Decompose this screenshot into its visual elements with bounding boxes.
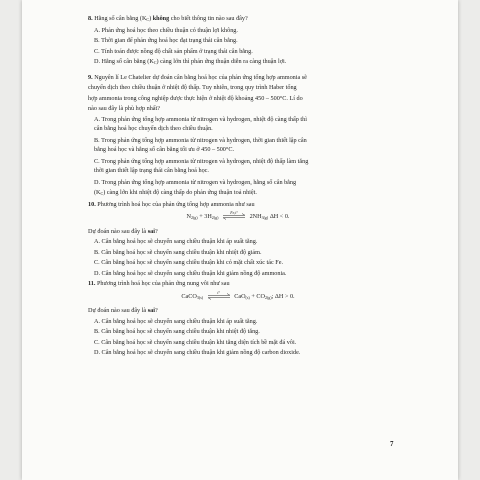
question-prompt <box>88 306 388 317</box>
option-text: thời gian thiết lập trạng thái cân bằng hoá học. <box>94 167 209 175</box>
question-text: nào sau đây là phù hợp nhất? <box>88 105 161 112</box>
equilibrium-arrow-icon <box>222 213 246 220</box>
enthalpy-change: ΔH > 0. <box>274 292 295 300</box>
page-content <box>88 14 388 359</box>
option-c <box>88 157 388 177</box>
option-text: ) càng lớn thì phản ứng thuận diễn ra càng thuận lợi. <box>156 58 287 65</box>
option-text: A. Trong phản ứng tổng hợp ammonia từ nitrogen và hydrogen, nhiệt độ càng thấp thì <box>94 115 307 123</box>
question-text: Nguyên lí Le Chatelier dự đoán cân bằng hoá học của phản ứng tổng hợp ammonia sẽ <box>94 73 307 81</box>
question-8-stem: 8. Hằng số cân bằng $(K_C)$ không cho biết thông tin nào sau đây? <box>88 15 248 22</box>
question-prompt <box>88 227 388 238</box>
question-text: Dự đoán nào sau đây là <box>88 227 148 235</box>
option-a: A. Cân bằng hoá học sẽ chuyển sang chiều thuận khi áp suất tăng. <box>94 238 258 246</box>
catalyst-label: t° <box>217 290 220 295</box>
question-text: Phương trình hoá học của phản ứng nung vôi như sau <box>96 280 230 288</box>
question-text: ) <box>149 15 153 22</box>
option-c: C. Tính toán được nồng độ chất sản phẩm ở trạng thái cân bằng. <box>94 47 253 55</box>
option-b: B. Cân bằng hoá học sẽ chuyển sang chiều thuận khi nhiệt độ tăng. <box>94 328 260 336</box>
question-text: chuyển dịch theo chiều thuận ở nhiệt độ thấp. Tuy nhiên, trong quy trình Haber tổng <box>88 84 297 91</box>
question-text: cho biết thông tin nào sau đây? <box>169 15 248 22</box>
question-text: Phương trình hoá học của phản ứng tổng hợp ammonia như sau <box>97 200 255 208</box>
option-text: (K <box>94 188 101 196</box>
equilibrium-arrow-icon <box>207 290 231 300</box>
equation-reactants: CaCO <box>181 292 197 300</box>
option-text: D. Trong phản ứng tổng hợp ammonia từ nitrogen và hydrogen, hằng số cân bằng <box>94 178 297 186</box>
emphasis-text: sai <box>147 307 155 315</box>
option-d: D. Cân bằng hoá học sẽ chuyển sang chiều thuận khi giảm nồng độ carbon dioxide. <box>94 349 301 357</box>
question-text: hợp ammonia trong công nghiệp được thực hiện ở nhiệt độ khoảng 450 – 500°C. Lí do <box>88 94 303 102</box>
document-page <box>22 0 458 480</box>
option-a: A. Phản ứng hoá học theo chiều thuận có thuận lợi không. <box>94 26 238 34</box>
page-number: 7 <box>390 440 394 448</box>
equation-products: CaO <box>234 292 246 300</box>
option-text: ) càng lớn khi nhiệt độ càng thấp do phản ứng thuận toả nhiệt. <box>103 188 257 196</box>
option-text: D. Hằng số cân bằng (K <box>94 58 154 65</box>
equation-products: 2NH <box>249 213 262 221</box>
emphasis-text: sai <box>147 227 155 235</box>
option-text: C. Trong phản ứng tổng hợp ammonia từ nitrogen và hydrogen, nhiệt độ thấp làm tăng <box>94 157 309 165</box>
option-b <box>88 136 388 156</box>
option-b: B. Thời gian để phản ứng hoá học đạt trạng thái cân bằng. <box>94 37 238 44</box>
option-a <box>88 115 388 135</box>
question-11-stem <box>88 279 388 290</box>
option-text: B. Trong phản ứng tổng hợp ammonia từ nitrogen và hydrogen, thời gian thiết lập cân <box>94 136 307 144</box>
question-text: ? <box>154 227 158 235</box>
equation-reactants: N <box>186 213 191 221</box>
catalyst-label: Fe,t° <box>230 211 238 216</box>
option-d: D. Cân bằng hoá học sẽ chuyển sang chiều thuận khi giảm nồng độ ammonia. <box>94 269 287 277</box>
option-a: A. Cân bằng hoá học sẽ chuyển sang chiều thuận khi áp suất tăng. <box>94 317 258 325</box>
option-b: B. Cân bằng hoá học sẽ chuyển sang chiều thuận khi nhiệt độ giảm. <box>94 248 262 256</box>
question-9-stem <box>88 73 388 115</box>
question-text: ? <box>154 307 158 315</box>
emphasis-text: không <box>152 15 170 22</box>
chemical-equation: $N_{2(g)} + 3H_{2(g)}$ Fe,t° $2NH_{3(g)}$ ΔH < 0. <box>88 212 388 224</box>
question-number: 8. <box>88 15 93 22</box>
option-text: bằng hoá học và hằng số cân bằng tối ưu ở 450 – 500°C. <box>94 146 235 154</box>
question-number: 9. <box>88 73 93 81</box>
question-number: 10. <box>88 200 96 208</box>
option-c: C. Cân bằng hoá học sẽ chuyển sang chiều thuận khi tăng diện tích bề mặt đá vôi. <box>94 338 297 346</box>
question-text: Hằng số cân bằng (K <box>94 15 147 22</box>
option-d: D. Hằng số cân bằng $(K_C)$ càng lớn thì phản ứng thuận diễn ra càng thuận lợi. <box>94 58 287 65</box>
question-text: Dự đoán nào sau đây là <box>88 307 148 315</box>
enthalpy-change: ΔH < 0. <box>269 213 290 221</box>
option-c: C. Cân bằng hoá học sẽ chuyển sang chiều thuận khi có mặt chất xúc tác Fe. <box>94 259 284 267</box>
option-text: cân bằng hoá học chuyển dịch theo chiều thuận. <box>94 125 213 133</box>
option-d: D. Trong phản ứng tổng hợp ammonia từ nitrogen và hydrogen, hằng số cân bằng $(K_C)$ càng lớn khi nhiệt độ càng thấp do phản ứng thuận toả nhiệt. <box>94 178 297 196</box>
chemical-equation: CaCO$_{3(s)}$ t° $CaO_{(s)} + CO_{2(g)}$; ΔH > 0. <box>88 292 388 304</box>
question-number: 11. <box>88 280 96 288</box>
